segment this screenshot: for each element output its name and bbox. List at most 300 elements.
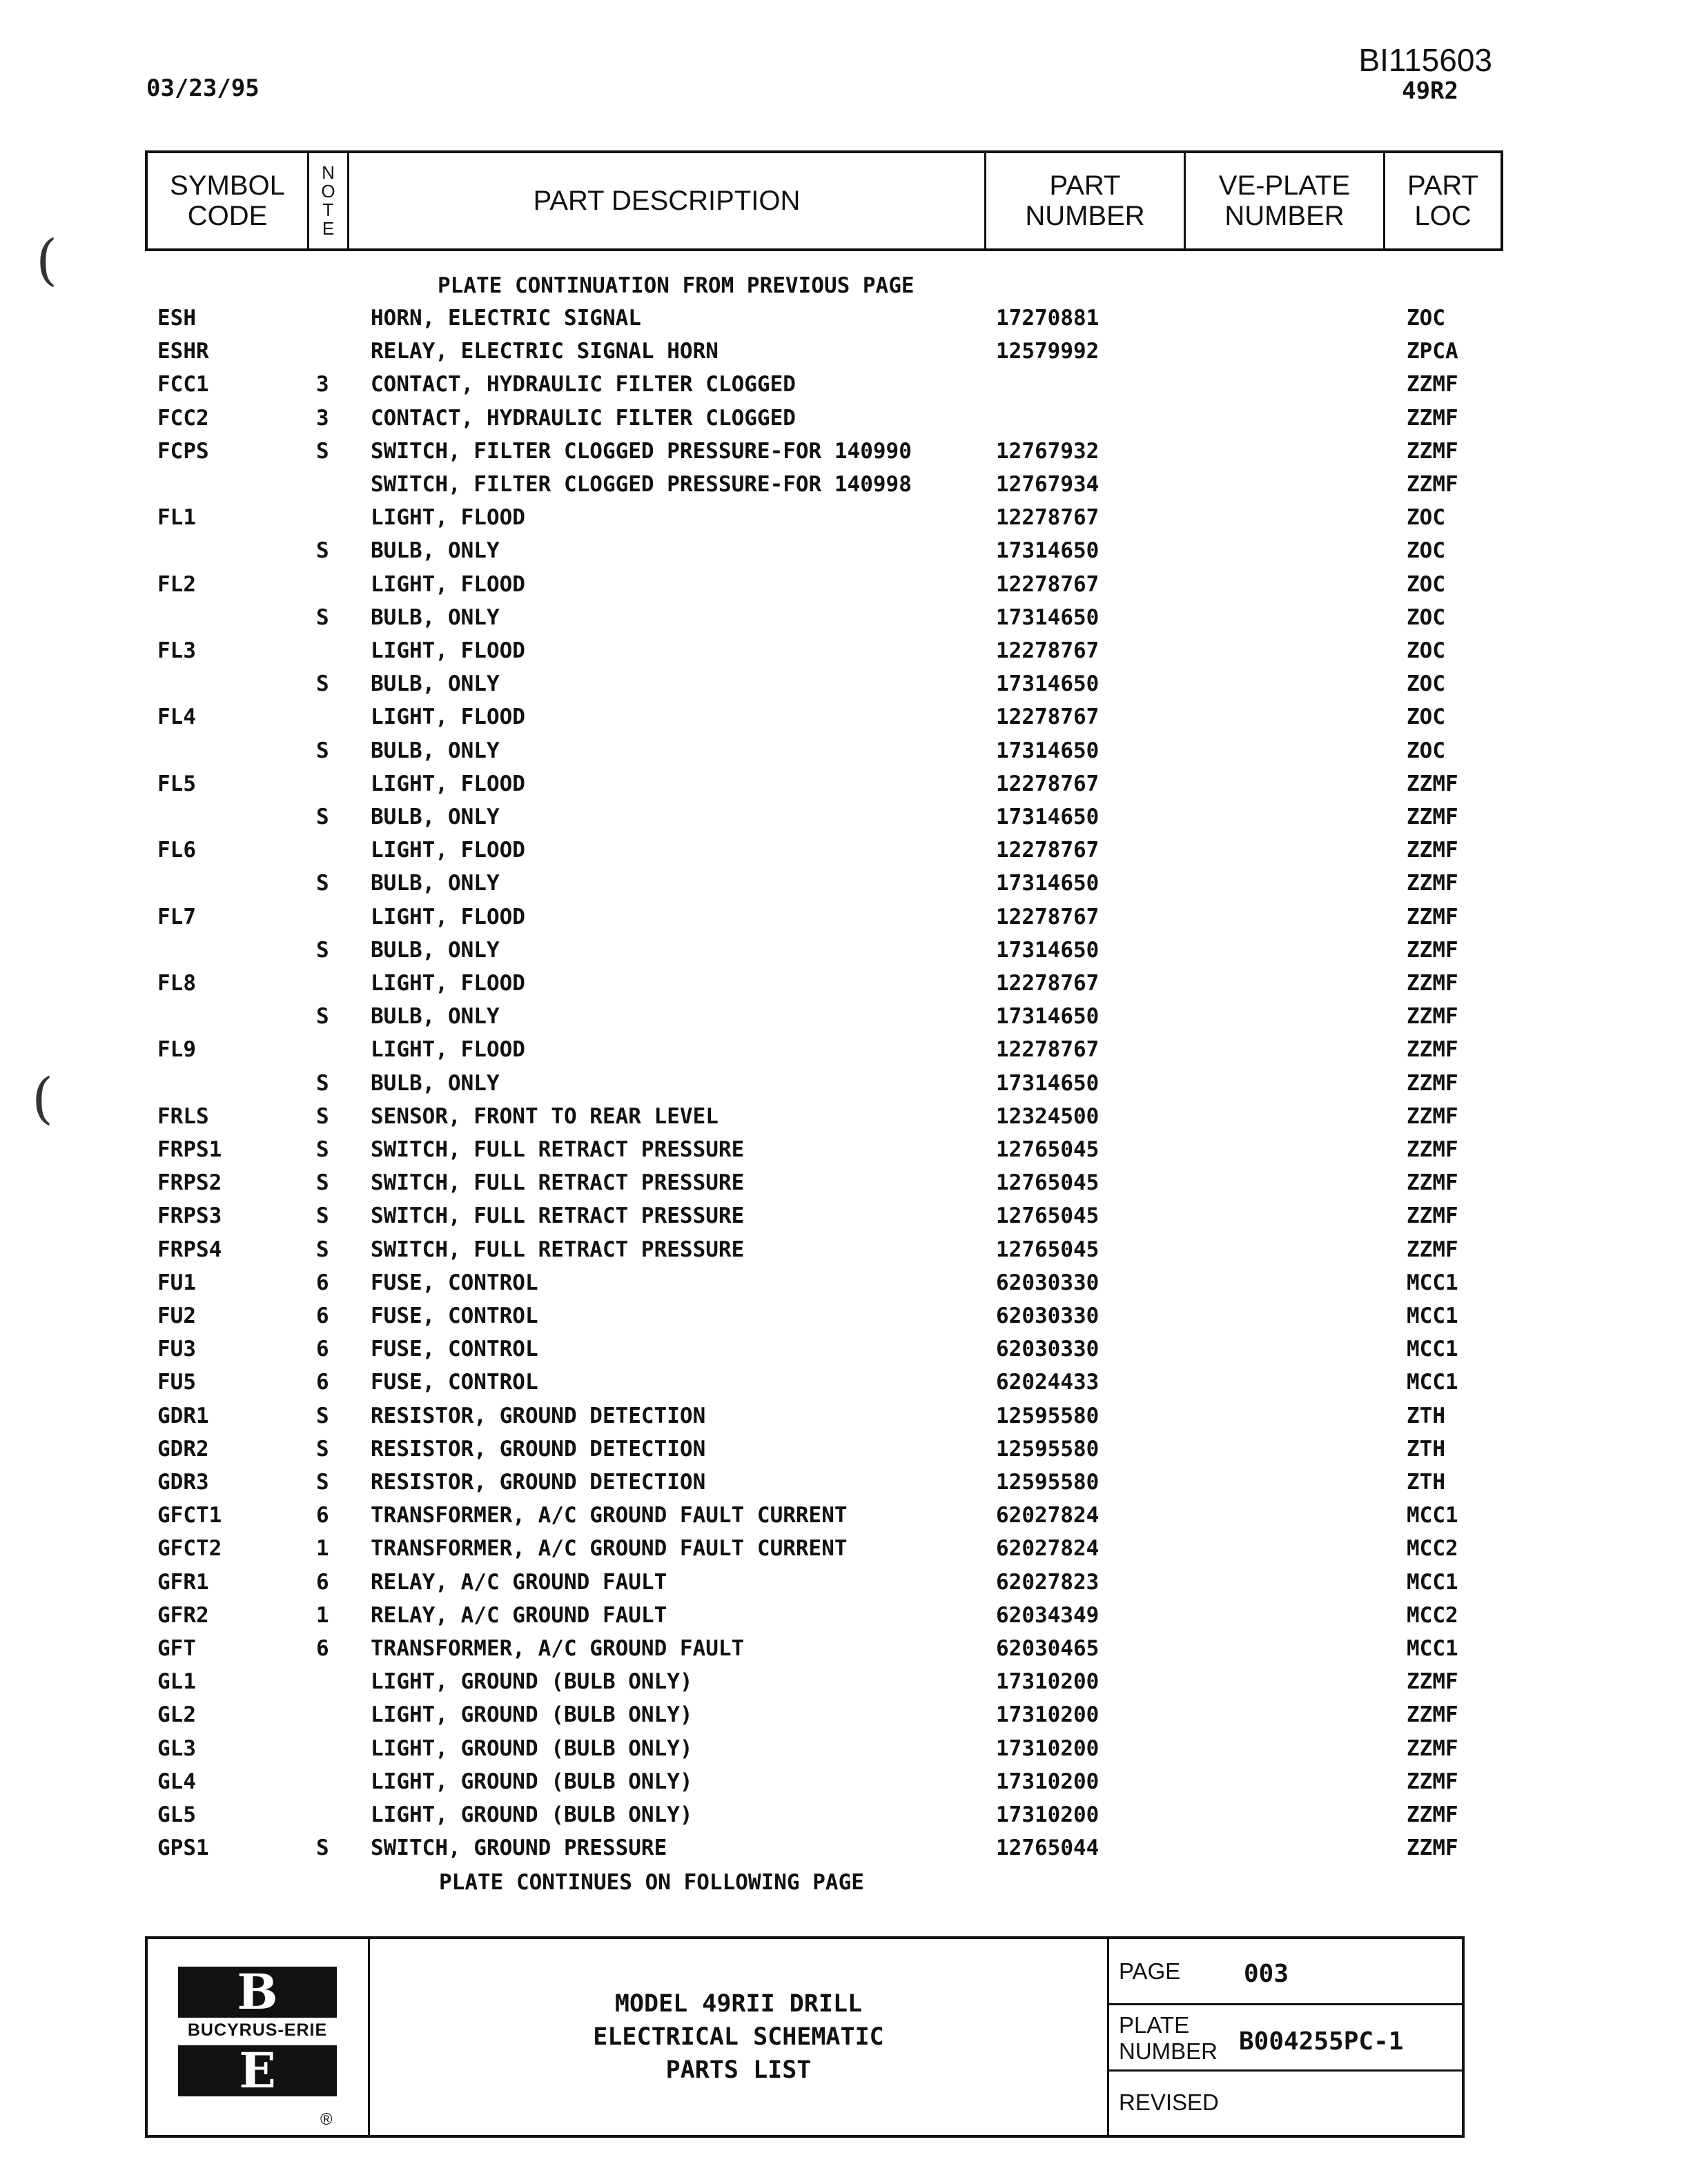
part-description: RELAY, ELECTRIC SIGNAL HORN [371, 339, 719, 364]
part-location: ZZMF [1407, 771, 1458, 796]
symbol-code: GDR2 [157, 1436, 209, 1462]
table-row [0, 538, 1691, 571]
part-number: 62030465 [996, 1636, 1099, 1661]
table-row [0, 1836, 1691, 1869]
col-part-loc-line1: PART [1407, 170, 1478, 201]
part-number: 12595580 [996, 1470, 1099, 1495]
part-description: LIGHT, GROUND (BULB ONLY) [371, 1669, 693, 1695]
part-number: 12278767 [996, 771, 1099, 796]
part-description: LIGHT, FLOOD [371, 971, 525, 996]
revised-row [1109, 2072, 1462, 2135]
symbol-code: FL1 [157, 505, 196, 531]
part-description: BULB, ONLY [371, 604, 500, 630]
table-row [0, 1170, 1691, 1203]
table-row [0, 605, 1691, 638]
col-part-loc-line2: LOC [1414, 201, 1472, 231]
part-number: 62027824 [996, 1536, 1099, 1562]
part-number: 12765045 [996, 1237, 1099, 1262]
note: 6 [316, 1370, 329, 1395]
note: 6 [316, 1569, 329, 1595]
part-description: TRANSFORMER, A/C GROUND FAULT CURRENT [371, 1503, 848, 1528]
part-description: SWITCH, FULL RETRACT PRESSURE [371, 1237, 745, 1262]
symbol-code: ESHR [157, 339, 209, 364]
part-location: ZOC [1407, 571, 1445, 597]
table-row [0, 1802, 1691, 1836]
part-number: 12278767 [996, 904, 1099, 929]
part-location: ZOC [1407, 604, 1445, 630]
symbol-code: FL3 [157, 638, 196, 663]
title-line: MODEL 49RII DRILL [614, 1990, 863, 2018]
symbol-code: GFCT2 [157, 1536, 222, 1562]
symbol-code: GFR1 [157, 1569, 209, 1595]
part-description: HORN, ELECTRIC SIGNAL [371, 306, 641, 331]
table-row [0, 439, 1691, 472]
part-description: CONTACT, HYDRAULIC FILTER CLOGGED [371, 405, 796, 431]
part-number: 62030330 [996, 1270, 1099, 1295]
margin-mark: ( [36, 228, 58, 292]
symbol-code: FL2 [157, 571, 196, 597]
part-location: MCC1 [1407, 1569, 1458, 1595]
note: S [316, 1203, 329, 1229]
part-location: ZZMF [1407, 1170, 1458, 1196]
table-row [0, 505, 1691, 538]
note: 3 [316, 372, 329, 397]
col-symbol-code-line1: SYMBOL [170, 170, 285, 201]
part-location: ZOC [1407, 538, 1445, 564]
part-description: RESISTOR, GROUND DETECTION [371, 1436, 706, 1462]
part-number: 17314650 [996, 1070, 1099, 1096]
note: 6 [316, 1337, 329, 1362]
table-row [0, 1270, 1691, 1303]
note: 6 [316, 1503, 329, 1528]
part-description: CONTACT, HYDRAULIC FILTER CLOGGED [371, 372, 796, 397]
part-number: 17314650 [996, 604, 1099, 630]
part-description: LIGHT, FLOOD [371, 838, 525, 863]
note: 1 [316, 1602, 329, 1628]
col-symbol-code [148, 153, 309, 248]
part-number: 17314650 [996, 937, 1099, 963]
page-label: PAGE [1119, 1958, 1181, 1984]
note: S [316, 1436, 329, 1462]
symbol-code: FU1 [157, 1270, 196, 1295]
symbol-code: FL7 [157, 904, 196, 929]
document-subid: 49R2 [1402, 77, 1458, 105]
part-description: BULB, ONLY [371, 805, 500, 829]
note: 6 [316, 1270, 329, 1295]
part-description: LIGHT, FLOOD [371, 904, 525, 929]
part-number: 12278767 [996, 1037, 1099, 1063]
table-row [0, 1437, 1691, 1470]
col-note-letter: O [321, 181, 335, 201]
part-description: BULB, ONLY [371, 937, 500, 963]
part-number: 17310200 [996, 1702, 1099, 1728]
part-location: ZZMF [1407, 438, 1458, 464]
document-date: 03/23/95 [146, 75, 260, 102]
plate-info [1109, 1939, 1462, 2135]
symbol-code: FRPS3 [157, 1203, 222, 1229]
note: S [316, 1004, 329, 1030]
table-row [0, 1071, 1691, 1104]
symbol-code: FL8 [157, 971, 196, 996]
part-number: 17310200 [996, 1735, 1099, 1761]
part-description: SWITCH, FULL RETRACT PRESSURE [371, 1203, 745, 1229]
table-row [0, 1702, 1691, 1735]
part-description: SWITCH, FULL RETRACT PRESSURE [371, 1170, 745, 1196]
part-location: ZZMF [1407, 1103, 1458, 1129]
plate-row [1109, 2005, 1462, 2072]
symbol-code: FCC1 [157, 372, 209, 397]
part-number: 17270881 [996, 306, 1099, 331]
col-part-number [986, 153, 1186, 248]
part-number: 62027824 [996, 1503, 1099, 1528]
symbol-code: FL6 [157, 838, 196, 863]
part-location: ZZMF [1407, 1203, 1458, 1229]
note: 1 [316, 1536, 329, 1562]
table-row [0, 1037, 1691, 1070]
part-description: RESISTOR, GROUND DETECTION [371, 1470, 706, 1495]
plate-label [1119, 2012, 1218, 2065]
part-number: 12595580 [996, 1436, 1099, 1462]
col-ve-plate-line2: NUMBER [1224, 201, 1345, 231]
part-number: 12579992 [996, 339, 1099, 364]
continuation-to-following: PLATE CONTINUES ON FOLLOWING PAGE [439, 1870, 864, 1896]
margin-mark: ( [32, 1066, 54, 1130]
part-location: MCC1 [1407, 1370, 1458, 1395]
title-line: PARTS LIST [665, 2056, 812, 2084]
part-number: 62034349 [996, 1602, 1099, 1628]
part-description: BULB, ONLY [371, 671, 500, 697]
part-location: ZZMF [1407, 1702, 1458, 1728]
part-number: 12278767 [996, 838, 1099, 863]
part-location: ZZMF [1407, 1669, 1458, 1695]
note: S [316, 805, 329, 829]
part-number: 12765044 [996, 1836, 1099, 1861]
note: S [316, 1070, 329, 1096]
part-description: BULB, ONLY [371, 738, 500, 763]
part-number: 17310200 [996, 1669, 1099, 1695]
table-row [0, 1470, 1691, 1503]
table-row [0, 905, 1691, 938]
table-row [0, 1503, 1691, 1536]
table-row [0, 572, 1691, 605]
table-row [0, 938, 1691, 971]
table-row [0, 1303, 1691, 1337]
part-location: ZOC [1407, 671, 1445, 697]
part-location: ZZMF [1407, 871, 1458, 896]
table-row [0, 339, 1691, 372]
col-note [309, 153, 349, 248]
part-description: LIGHT, FLOOD [371, 705, 525, 730]
part-number: 12767934 [996, 472, 1099, 497]
symbol-code: GDR3 [157, 1470, 209, 1495]
logo-b-mark: B [178, 1967, 337, 2018]
part-description: LIGHT, FLOOD [371, 638, 525, 663]
part-number: 17314650 [996, 738, 1099, 763]
part-description: FUSE, CONTROL [371, 1337, 538, 1362]
symbol-code: GL1 [157, 1669, 196, 1695]
part-description: RELAY, A/C GROUND FAULT [371, 1569, 667, 1595]
part-location: ZOC [1407, 705, 1445, 730]
symbol-code: GL2 [157, 1702, 196, 1728]
part-location: ZZMF [1407, 937, 1458, 963]
part-number: 17314650 [996, 805, 1099, 829]
symbol-code: GFT [157, 1636, 196, 1661]
part-description: BULB, ONLY [371, 1004, 500, 1030]
col-part-description [349, 153, 986, 248]
note: S [316, 604, 329, 630]
part-location: MCC2 [1407, 1602, 1458, 1628]
table-row [0, 1736, 1691, 1769]
part-description: LIGHT, FLOOD [371, 571, 525, 597]
symbol-code: GL5 [157, 1802, 196, 1827]
note: S [316, 1403, 329, 1428]
part-description: FUSE, CONTROL [371, 1303, 538, 1328]
part-description: TRANSFORMER, A/C GROUND FAULT [371, 1636, 745, 1661]
part-number: 12278767 [996, 971, 1099, 996]
table-row [0, 1370, 1691, 1403]
table-row [0, 838, 1691, 871]
note: 6 [316, 1303, 329, 1328]
symbol-code: GPS1 [157, 1836, 209, 1861]
symbol-code: FU2 [157, 1303, 196, 1328]
table-row [0, 1137, 1691, 1170]
part-number: 12765045 [996, 1137, 1099, 1162]
page-row [1109, 1939, 1462, 2005]
note: S [316, 1237, 329, 1262]
symbol-code: GDR1 [157, 1403, 209, 1428]
part-location: ZOC [1407, 505, 1445, 531]
table-row [0, 971, 1691, 1004]
col-symbol-code-line2: CODE [187, 201, 268, 231]
part-location: ZZMF [1407, 1836, 1458, 1861]
part-location: MCC1 [1407, 1636, 1458, 1661]
part-description: LIGHT, FLOOD [371, 1037, 525, 1063]
part-number: 12278767 [996, 505, 1099, 531]
symbol-code: FL9 [157, 1037, 196, 1063]
part-number: 12767932 [996, 438, 1099, 464]
table-row [0, 1203, 1691, 1237]
note: 6 [316, 1636, 329, 1661]
part-location: MCC1 [1407, 1303, 1458, 1328]
symbol-code: FRPS2 [157, 1170, 222, 1196]
plate-label-line2: NUMBER [1119, 2038, 1218, 2064]
symbol-code: FRPS4 [157, 1237, 222, 1262]
col-ve-plate-number [1186, 153, 1385, 248]
note: S [316, 671, 329, 697]
part-location: ZZMF [1407, 405, 1458, 431]
table-row [0, 1536, 1691, 1569]
part-description: LIGHT, GROUND (BULB ONLY) [371, 1735, 693, 1761]
part-number: 12278767 [996, 705, 1099, 730]
note: S [316, 1103, 329, 1129]
part-description: LIGHT, GROUND (BULB ONLY) [371, 1702, 693, 1728]
title-line: ELECTRICAL SCHEMATIC [593, 2023, 884, 2051]
revised-label: REVISED [1119, 2089, 1219, 2115]
table-row [0, 638, 1691, 671]
part-location: ZZMF [1407, 904, 1458, 929]
table-row [0, 1769, 1691, 1802]
part-location: ZZMF [1407, 1735, 1458, 1761]
col-part-number-line2: NUMBER [1025, 201, 1145, 231]
part-number: 62030330 [996, 1337, 1099, 1362]
note: S [316, 538, 329, 564]
document-id: BI115603 [1358, 42, 1492, 78]
part-description: SWITCH, FILTER CLOGGED PRESSURE-FOR 140998 [371, 472, 912, 497]
part-number: 17314650 [996, 671, 1099, 697]
part-description: FUSE, CONTROL [371, 1370, 538, 1395]
part-location: ZOC [1407, 638, 1445, 663]
symbol-code: FRLS [157, 1103, 209, 1129]
col-note-letter: E [322, 218, 335, 239]
note: S [316, 1170, 329, 1196]
part-location: ZZMF [1407, 1137, 1458, 1162]
table-row [0, 1404, 1691, 1437]
part-number: 17314650 [996, 871, 1099, 896]
logo-company-name: BUCYRUS-ERIE [187, 2020, 328, 2040]
table-row [0, 472, 1691, 505]
symbol-code: FCPS [157, 438, 209, 464]
col-part-number-line1: PART [1049, 170, 1121, 201]
drawing-title [370, 1939, 1109, 2135]
col-part-loc [1385, 153, 1501, 248]
part-description: TRANSFORMER, A/C GROUND FAULT CURRENT [371, 1536, 848, 1562]
symbol-code: FCC2 [157, 405, 209, 431]
table-row [0, 738, 1691, 771]
part-location: MCC1 [1407, 1270, 1458, 1295]
part-description: LIGHT, GROUND (BULB ONLY) [371, 1769, 693, 1794]
page-number: 003 [1244, 1960, 1289, 1988]
part-number: 17314650 [996, 1004, 1099, 1030]
plate-number: B004255PC-1 [1239, 2027, 1404, 2056]
table-row [0, 372, 1691, 405]
part-location: ZOC [1407, 738, 1445, 763]
continuation-from-previous: PLATE CONTINUATION FROM PREVIOUS PAGE [438, 273, 915, 298]
part-location: MCC1 [1407, 1503, 1458, 1528]
part-description: BULB, ONLY [371, 1070, 500, 1096]
plate-label-line1: PLATE [1119, 2012, 1190, 2038]
table-row [0, 705, 1691, 738]
symbol-code: ESH [157, 306, 196, 331]
table-row [0, 1636, 1691, 1669]
table-row [0, 1603, 1691, 1636]
table-row [0, 1104, 1691, 1137]
symbol-code: FU5 [157, 1370, 196, 1395]
table-row [0, 771, 1691, 805]
part-location: ZTH [1407, 1470, 1445, 1495]
part-location: ZZMF [1407, 472, 1458, 497]
part-description: RESISTOR, GROUND DETECTION [371, 1403, 706, 1428]
part-description: LIGHT, GROUND (BULB ONLY) [371, 1802, 693, 1827]
note: S [316, 1137, 329, 1162]
col-note-letter: N [322, 162, 335, 183]
logo-e-mark: E [178, 2045, 337, 2096]
note: S [316, 1836, 329, 1861]
symbol-code: FL5 [157, 771, 196, 796]
symbol-code: GL4 [157, 1769, 196, 1794]
symbol-code: FU3 [157, 1337, 196, 1362]
note: S [316, 937, 329, 963]
part-description: FUSE, CONTROL [371, 1270, 538, 1295]
part-location: ZZMF [1407, 1070, 1458, 1096]
symbol-code: GL3 [157, 1735, 196, 1761]
part-number: 17310200 [996, 1769, 1099, 1794]
table-row [0, 805, 1691, 838]
col-part-description-label: PART DESCRIPTION [533, 186, 801, 216]
part-number: 17310200 [996, 1802, 1099, 1827]
part-number: 62024433 [996, 1370, 1099, 1395]
note: 3 [316, 405, 329, 431]
part-location: ZZMF [1407, 805, 1458, 829]
part-location: ZZMF [1407, 1237, 1458, 1262]
part-description: SWITCH, FULL RETRACT PRESSURE [371, 1137, 745, 1162]
part-description: BULB, ONLY [371, 871, 500, 896]
part-number: 12324500 [996, 1103, 1099, 1129]
note: S [316, 738, 329, 763]
part-number: 12595580 [996, 1403, 1099, 1428]
part-number: 12278767 [996, 638, 1099, 663]
table-row [0, 1669, 1691, 1702]
table-row [0, 406, 1691, 439]
part-number: 12765045 [996, 1170, 1099, 1196]
table-row [0, 306, 1691, 339]
part-location: ZTH [1407, 1436, 1445, 1462]
title-block [145, 1936, 1465, 2138]
part-number: 17314650 [996, 538, 1099, 564]
note: S [316, 1470, 329, 1495]
company-logo [148, 1939, 370, 2135]
col-note-letter: T [322, 199, 334, 220]
table-row [0, 871, 1691, 904]
note: S [316, 871, 329, 896]
part-number: 12278767 [996, 571, 1099, 597]
registered-mark: ® [320, 2110, 333, 2129]
part-location: ZZMF [1407, 372, 1458, 397]
part-location: ZZMF [1407, 1037, 1458, 1063]
symbol-code: FRPS1 [157, 1137, 222, 1162]
table-row [0, 1004, 1691, 1037]
part-number: 62030330 [996, 1303, 1099, 1328]
part-description: LIGHT, FLOOD [371, 771, 525, 796]
part-description: LIGHT, FLOOD [371, 505, 525, 531]
part-description: SENSOR, FRONT TO REAR LEVEL [371, 1103, 719, 1129]
part-location: ZZMF [1407, 838, 1458, 863]
table-row [0, 1570, 1691, 1603]
table-row [0, 1337, 1691, 1370]
part-description: RELAY, A/C GROUND FAULT [371, 1602, 667, 1628]
part-location: ZZMF [1407, 1004, 1458, 1030]
part-description: SWITCH, GROUND PRESSURE [371, 1836, 667, 1861]
table-row [0, 1237, 1691, 1270]
part-description: BULB, ONLY [371, 538, 500, 564]
part-location: ZZMF [1407, 1769, 1458, 1794]
table-row [0, 671, 1691, 705]
column-header-table [145, 150, 1503, 251]
part-description: SWITCH, FILTER CLOGGED PRESSURE-FOR 140990 [371, 438, 912, 464]
part-location: ZZMF [1407, 971, 1458, 996]
part-location: ZZMF [1407, 1802, 1458, 1827]
part-location: ZTH [1407, 1403, 1445, 1428]
part-location: ZOC [1407, 306, 1445, 331]
symbol-code: GFR2 [157, 1602, 209, 1628]
part-number: 12765045 [996, 1203, 1099, 1229]
note: S [316, 438, 329, 464]
symbol-code: FL4 [157, 705, 196, 730]
part-location: MCC1 [1407, 1337, 1458, 1362]
symbol-code: GFCT1 [157, 1503, 222, 1528]
part-location: MCC2 [1407, 1536, 1458, 1562]
part-number: 62027823 [996, 1569, 1099, 1595]
part-location: ZPCA [1407, 339, 1458, 364]
